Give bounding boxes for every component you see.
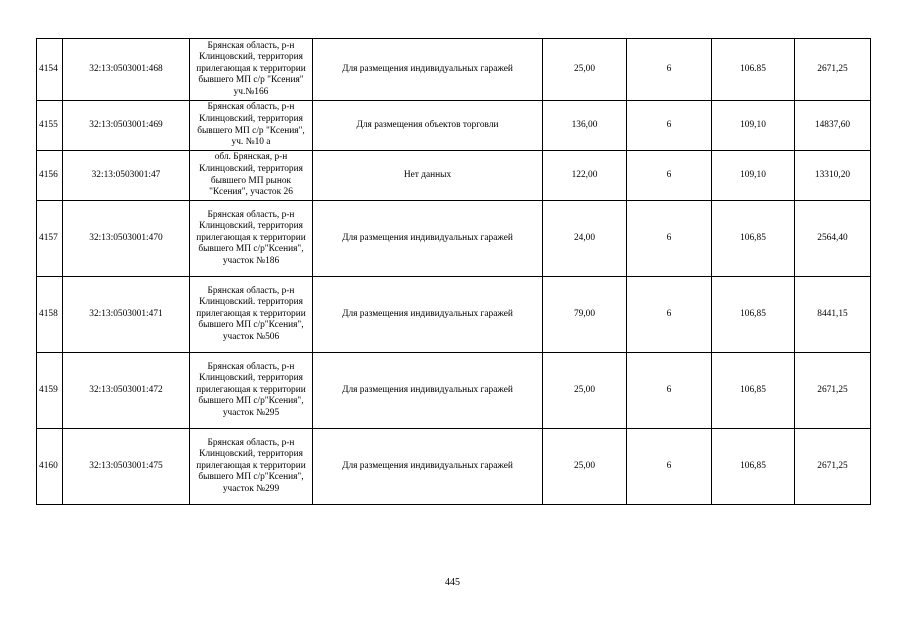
cadastral-value: 8441,15	[795, 277, 871, 353]
row-number: 4159	[37, 353, 63, 429]
use-group: 6	[627, 101, 712, 151]
parcel-address: Брянская область, р-н Клинцовский, территория прилегающая к территории бывшего МП с/р"Ксения", участок №299	[190, 429, 313, 505]
cadastral-number: 32:13:0503001:47	[63, 151, 190, 201]
use-group: 6	[627, 151, 712, 201]
use-group: 6	[627, 353, 712, 429]
permitted-use: Для размещения индивидуальных гаражей	[313, 39, 543, 101]
parcel-area: 25,00	[543, 39, 627, 101]
cadastral-number: 32:13:0503001:469	[63, 101, 190, 151]
cadastral-value: 13310,20	[795, 151, 871, 201]
specific-value: 109,10	[712, 151, 795, 201]
table-row	[37, 277, 871, 353]
cadastral-value: 14837,60	[795, 101, 871, 151]
table-row	[37, 353, 871, 429]
table-row	[37, 151, 871, 201]
specific-value: 106,85	[712, 277, 795, 353]
parcel-area: 24,00	[543, 201, 627, 277]
land-parcel-table	[36, 38, 871, 505]
use-group: 6	[627, 201, 712, 277]
parcel-area: 122,00	[543, 151, 627, 201]
parcel-area: 25,00	[543, 429, 627, 505]
cadastral-value: 2671,25	[795, 353, 871, 429]
permitted-use: Для размещения индивидуальных гаражей	[313, 277, 543, 353]
row-number: 4157	[37, 201, 63, 277]
specific-value: 106,85	[712, 429, 795, 505]
cadastral-value: 2564,40	[795, 201, 871, 277]
cadastral-number: 32:13:0503001:475	[63, 429, 190, 505]
parcel-address: Брянская область, р-н Клинцовский, территория прилегающая к территории бывшего МП с/р "Ксения" уч.№166	[190, 39, 313, 101]
use-group: 6	[627, 277, 712, 353]
permitted-use: Для размещения индивидуальных гаражей	[313, 429, 543, 505]
parcel-address: Брянская область, р-н Клинцовский. территория прилегающая к территории бывшего МП с/р"Ксения", участок №506	[190, 277, 313, 353]
use-group: 6	[627, 429, 712, 505]
table-row	[37, 39, 871, 101]
parcel-address: обл. Брянская, р-н Клинцовский, территория бывшего МП рынок "Ксения", участок 26	[190, 151, 313, 201]
row-number: 4156	[37, 151, 63, 201]
use-group: 6	[627, 39, 712, 101]
parcel-address: Брянская область, р-н Клинцовский, территория прилегающая к территории бывшего МП с/р"Ксения", участок №186	[190, 201, 313, 277]
specific-value: 106.85	[712, 39, 795, 101]
permitted-use: Для размещения индивидуальных гаражей	[313, 353, 543, 429]
table-row	[37, 201, 871, 277]
parcel-address: Брянская область, р-н Клинцовский, территория бывшего МП с/р "Ксения", уч. №10 а	[190, 101, 313, 151]
specific-value: 106,85	[712, 201, 795, 277]
parcel-area: 79,00	[543, 277, 627, 353]
specific-value: 106,85	[712, 353, 795, 429]
cadastral-number: 32:13:0503001:472	[63, 353, 190, 429]
specific-value: 109,10	[712, 101, 795, 151]
cadastral-number: 32:13:0503001:468	[63, 39, 190, 101]
cadastral-number: 32:13:0503001:470	[63, 201, 190, 277]
table-row	[37, 429, 871, 505]
parcel-area: 25,00	[543, 353, 627, 429]
page-number: 445	[445, 577, 460, 588]
permitted-use: Для размещения объектов торговли	[313, 101, 543, 151]
parcel-address: Брянская область, р-н Клинцовский, территория прилегающая к территории бывшего МП с/р"Ксения", участок №295	[190, 353, 313, 429]
row-number: 4154	[37, 39, 63, 101]
row-number: 4160	[37, 429, 63, 505]
row-number: 4155	[37, 101, 63, 151]
cadastral-value: 2671,25	[795, 429, 871, 505]
table-row	[37, 101, 871, 151]
table-body	[37, 39, 871, 505]
cadastral-value: 2671,25	[795, 39, 871, 101]
permitted-use: Для размещения индивидуальных гаражей	[313, 201, 543, 277]
parcel-area: 136,00	[543, 101, 627, 151]
permitted-use: Нет данных	[313, 151, 543, 201]
row-number: 4158	[37, 277, 63, 353]
cadastral-number: 32:13:0503001:471	[63, 277, 190, 353]
